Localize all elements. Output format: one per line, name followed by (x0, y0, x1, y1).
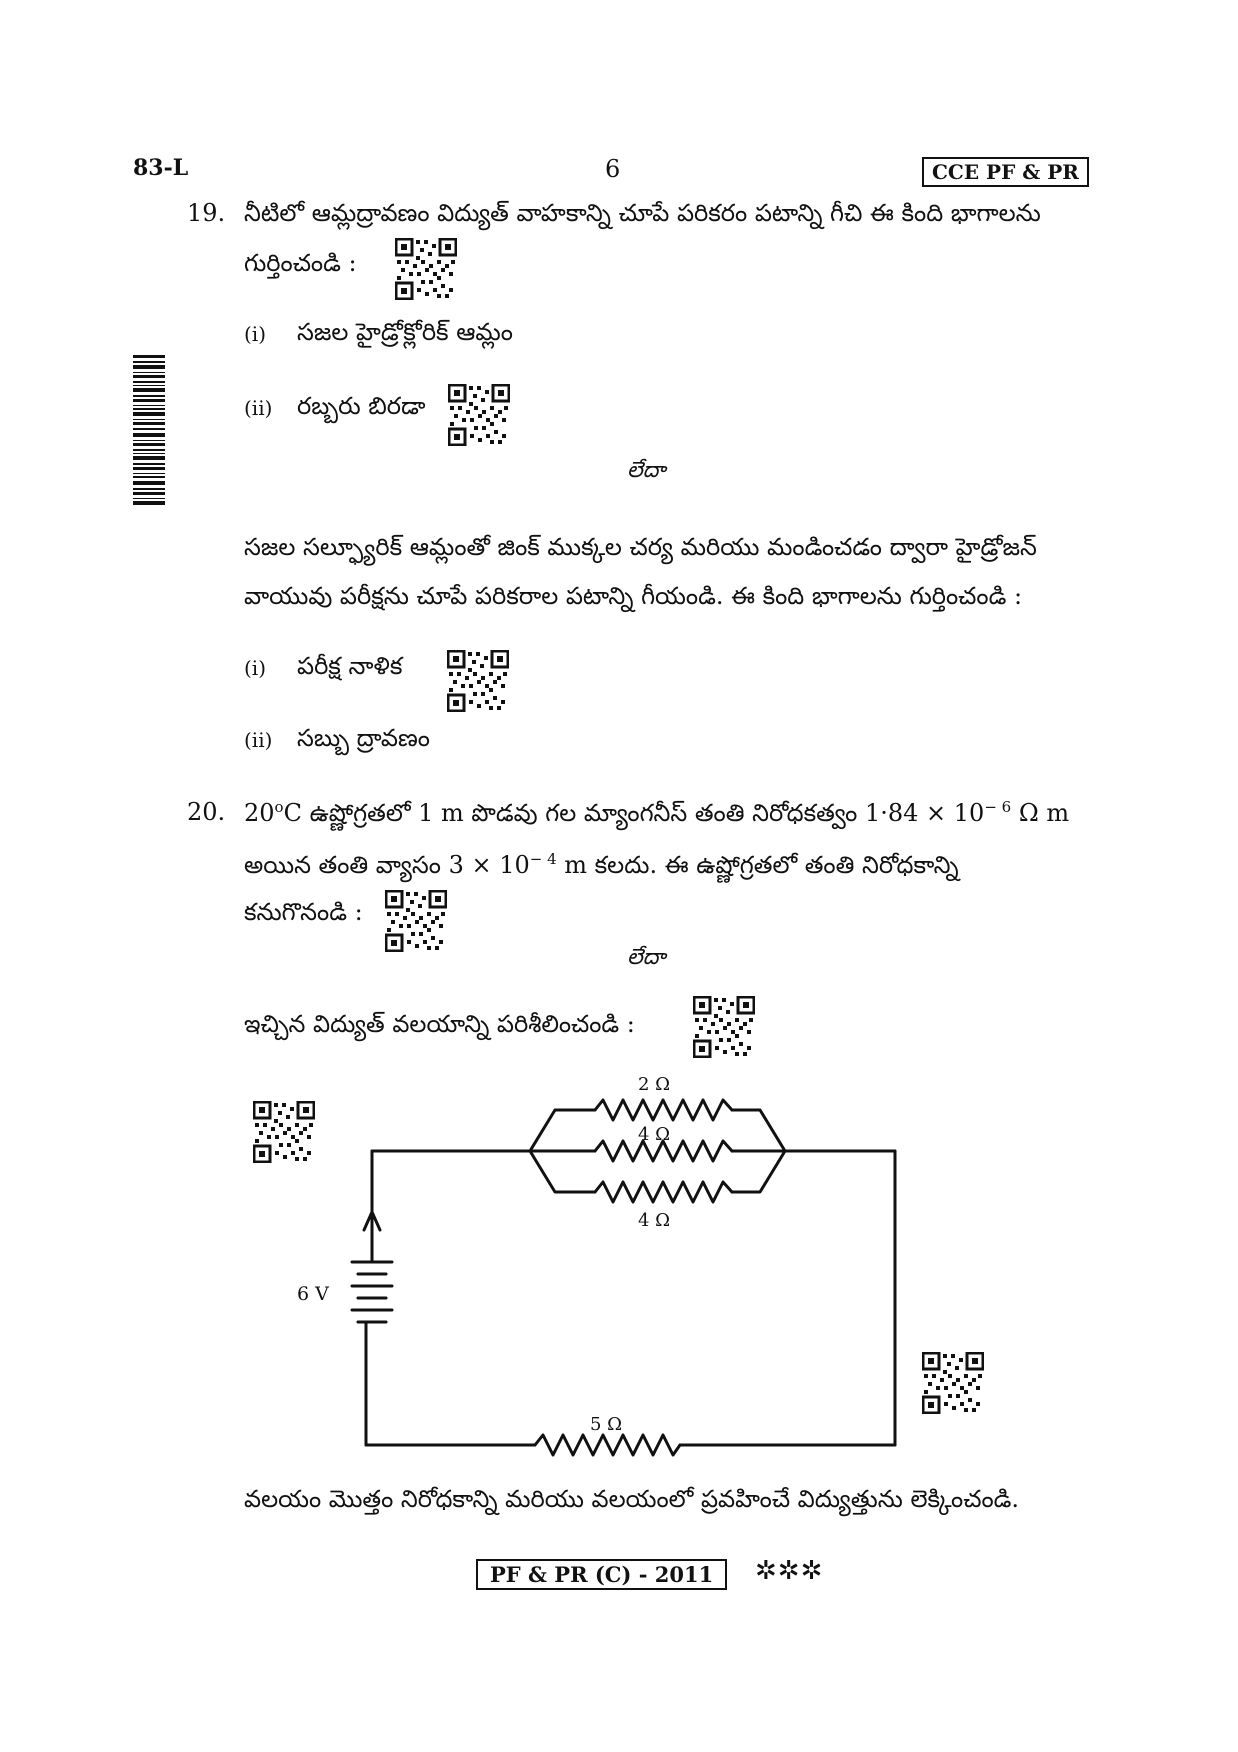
page-number: 6 (605, 155, 621, 183)
resistor-label: 4 Ω (638, 1124, 671, 1145)
wire (732, 1151, 785, 1192)
paper-code: 83-L (133, 155, 189, 181)
item-number: (i) (244, 656, 267, 680)
item-text: పరీక్ష నాళిక (297, 652, 403, 680)
or-label: లేదా (627, 458, 666, 483)
question-text: కనుగొనండి : (244, 898, 363, 926)
or-label: లేదా (627, 945, 666, 970)
wire (530, 1151, 595, 1192)
question-text: గుర్తించండి : (244, 249, 357, 277)
subject-box: CCE PF & PR (922, 157, 1089, 187)
question-text: నీటిలో ఆమ్లద్రావణం విద్యుత్ వాహకాన్ని చూపే పరికరం పటాన్ని గీచి ఈ కింది భాగాలను (244, 199, 1041, 227)
question-text: సజల సల్ఫ్యూరిక్ ఆమ్లంతో జింక్ ముక్కల చర్య మరియు మండించడం ద్వారా హైడ్రోజన్ (244, 533, 1037, 561)
footer-ornament: ✲✲✲ (755, 1556, 824, 1586)
question-text: వాయువు పరీక్షను చూపే పరికరాల పటాన్ని గీయండి. ఈ కింది భాగాలను గుర్తించండి : (244, 582, 1023, 610)
item-text: సబ్బు ద్రావణం (297, 724, 430, 752)
question-text: 20$^o$C ఉష్ణోగ్రతలో 1 m పొడవు గల మ్యాంగనీస్ తంతి నిరోధకత్వం $1\cdot 84 \times 10^{- 6}$ Ω m (244, 798, 1070, 827)
resistor-4ohm-bottom (595, 1182, 732, 1202)
resistor-5ohm (535, 1435, 680, 1455)
item-text: రబ్బరు బిరడా (297, 392, 426, 420)
question-number: 20. (187, 798, 226, 826)
question-text: ఇచ్చిన విద్యుత్ వలయాన్ని పరిశీలించండి : (244, 1010, 635, 1038)
resistor-label: 2 Ω (638, 1074, 671, 1095)
resistor-label: 4 Ω (638, 1210, 671, 1231)
item-number: (i) (244, 322, 267, 346)
question-text: అయిన తంతి వ్యాసం $3 \times 10^{- 4}$ m కలదు. ఈ ఉష్ణోగ్రతలో తంతి నిరోధకాన్ని (244, 850, 959, 879)
battery-label: 6 V (297, 1283, 329, 1305)
resistor-2ohm (595, 1100, 732, 1120)
wire (732, 1110, 785, 1151)
question-number: 19. (187, 199, 226, 227)
footer-code: PF & PR (C) - 2011 (476, 1559, 727, 1590)
item-number: (ii) (244, 728, 273, 752)
resistor-label: 5 Ω (590, 1414, 623, 1435)
item-text: సజల హైడ్రోక్లోరిక్ ఆమ్లం (297, 318, 513, 346)
wire (530, 1110, 595, 1151)
item-number: (ii) (244, 396, 273, 420)
question-text: వలయం మొత్తం నిరోధకాన్ని మరియు వలయంలో ప్రవహించే విద్యుత్తును లెక్కించండి. (244, 1485, 1020, 1513)
